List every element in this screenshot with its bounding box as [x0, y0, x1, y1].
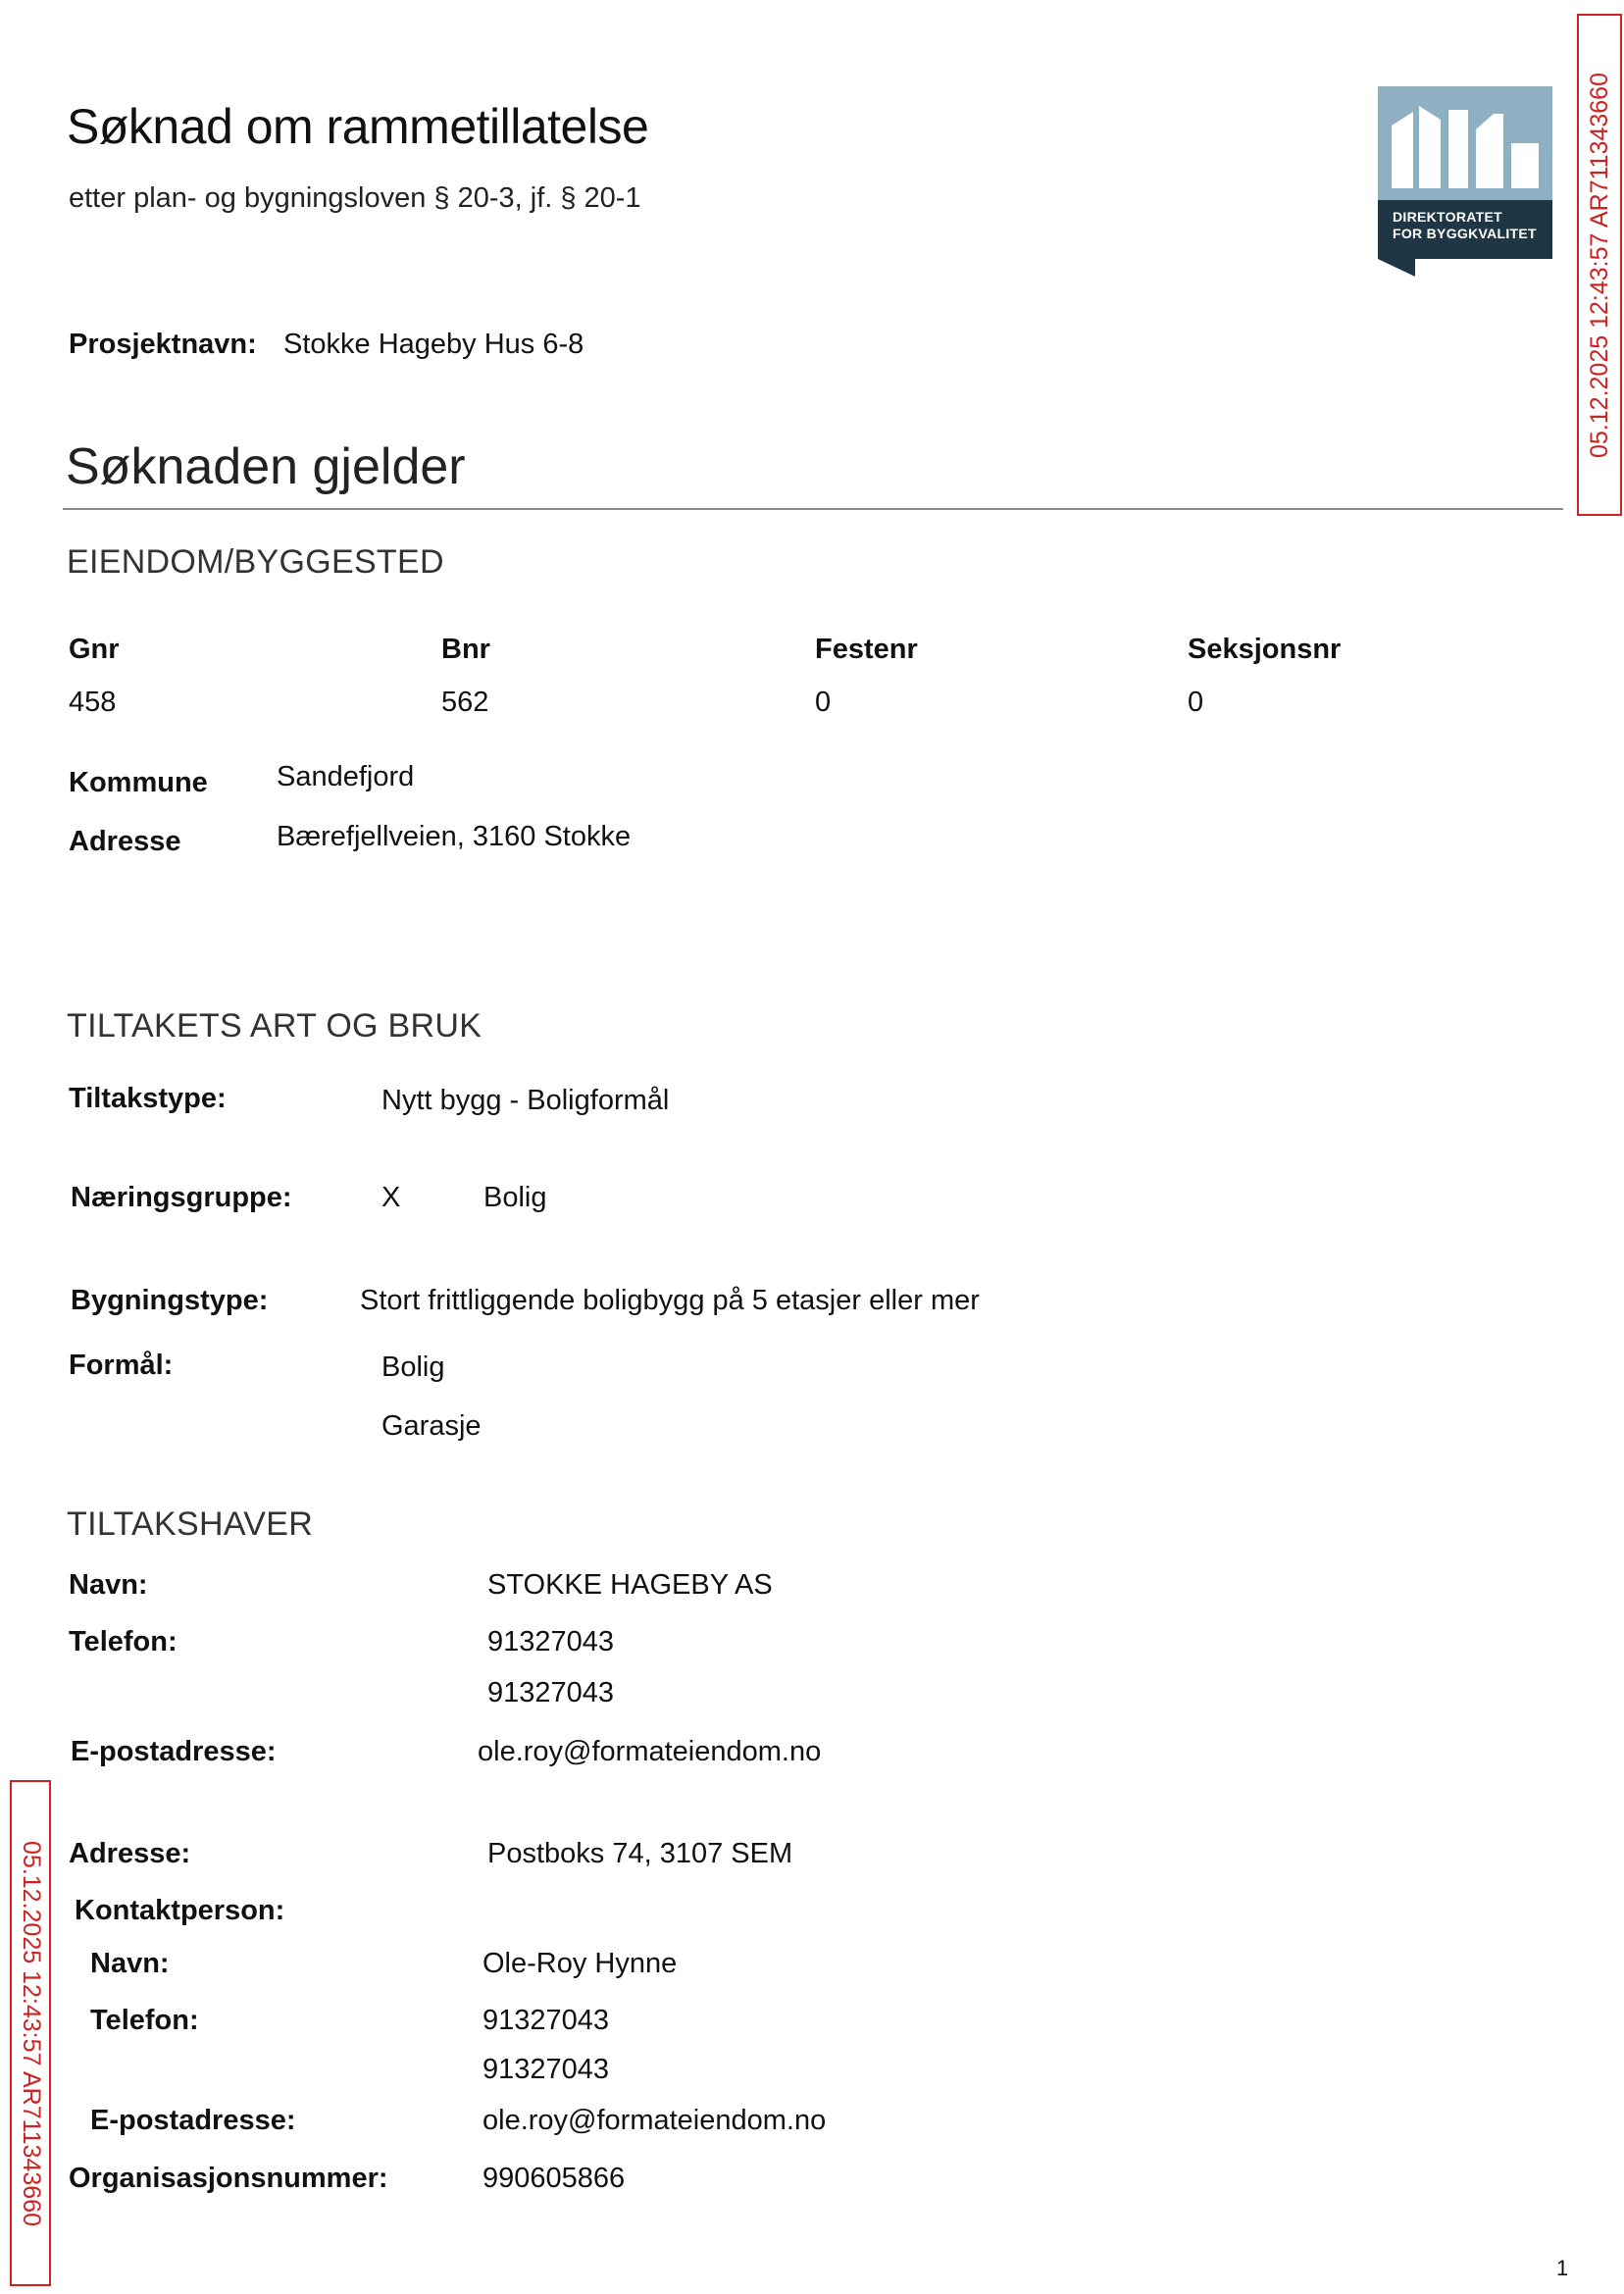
orgnr-value: 990605866 — [482, 2163, 626, 2194]
contact-telefon-value-1: 91327043 — [482, 2005, 610, 2036]
contact-epost-value: ole.roy@formateiendom.no — [482, 2105, 827, 2136]
naeringsgruppe-label: Næringsgruppe: — [71, 1182, 292, 1213]
page-title: Søknad om rammetillatelse — [67, 99, 649, 154]
section-title: Søknaden gjelder — [66, 438, 466, 495]
measure-heading: TILTAKETS ART OG BRUK — [67, 1007, 482, 1045]
owner-heading: TILTAKSHAVER — [67, 1505, 314, 1543]
owner-telefon-value-2: 91327043 — [487, 1677, 615, 1708]
owner-epost-label: E-postadresse: — [71, 1736, 277, 1767]
naeringsgruppe-code: X — [381, 1182, 401, 1213]
adresse-value: Bærefjellveien, 3160 Stokke — [277, 821, 632, 852]
project-name-value: Stokke Hageby Hus 6-8 — [283, 329, 584, 360]
contact-navn-value: Ole-Roy Hynne — [482, 1948, 678, 1979]
kommune-label: Kommune — [69, 767, 208, 798]
page-subtitle: etter plan- og bygningsloven § 20-3, jf. § 20-1 — [69, 182, 641, 214]
bnr-value: 562 — [441, 687, 489, 718]
stamp-text: 05.12.2025 12:43:57 AR711343660 — [1585, 72, 1613, 458]
property-heading: EIENDOM/BYGGESTED — [67, 543, 444, 581]
contact-telefon-value-2: 91327043 — [482, 2054, 610, 2085]
bygningstype-value: Stort frittliggende boligbygg på 5 etasjer eller mer — [360, 1285, 980, 1316]
gnr-value: 458 — [69, 687, 117, 718]
document-stamp-bottom — [10, 1780, 51, 2286]
owner-navn-label: Navn: — [69, 1569, 148, 1601]
owner-telefon-label: Telefon: — [69, 1626, 178, 1657]
logo-text-line2: FOR BYGGKVALITET — [1393, 226, 1537, 241]
contact-telefon-label: Telefon: — [90, 2005, 199, 2036]
owner-adresse-value: Postboks 74, 3107 SEM — [487, 1838, 793, 1869]
owner-epost-value: ole.roy@formateiendom.no — [478, 1736, 822, 1767]
logo-text — [1393, 209, 1537, 242]
orgnr-label: Organisasjonsnummer: — [69, 2163, 388, 2194]
owner-navn-value: STOKKE HAGEBY AS — [487, 1569, 773, 1601]
bygningstype-label: Bygningstype: — [71, 1285, 269, 1316]
naeringsgruppe-value: Bolig — [483, 1182, 547, 1213]
owner-telefon-value-1: 91327043 — [487, 1626, 615, 1657]
kommune-value: Sandefjord — [277, 761, 415, 792]
logo-text-line1: DIREKTORATET — [1393, 209, 1502, 225]
festenr-label: Festenr — [815, 634, 918, 665]
adresse-label: Adresse — [69, 826, 181, 857]
formal-value-2: Garasje — [381, 1410, 482, 1442]
contact-person-label: Kontaktperson: — [75, 1895, 285, 1926]
document-stamp-top — [1577, 14, 1622, 516]
stamp-text: 05.12.2025 12:43:57 AR711343660 — [17, 1840, 45, 2226]
contact-navn-label: Navn: — [90, 1948, 170, 1979]
gnr-label: Gnr — [69, 634, 120, 665]
festenr-value: 0 — [815, 687, 832, 718]
seksjonsnr-value: 0 — [1188, 687, 1204, 718]
page-number: 1 — [1556, 2256, 1569, 2280]
contact-epost-label: E-postadresse: — [90, 2105, 296, 2136]
formal-label: Formål: — [69, 1350, 174, 1381]
project-name-label: Prosjektnavn: — [69, 329, 257, 360]
tiltakstype-value: Nytt bygg - Boligformål — [381, 1085, 670, 1116]
dibk-logo — [1378, 86, 1552, 277]
tiltakstype-label: Tiltakstype: — [69, 1083, 227, 1114]
formal-value-1: Bolig — [381, 1351, 445, 1383]
owner-adresse-label: Adresse: — [69, 1838, 191, 1869]
seksjonsnr-label: Seksjonsnr — [1188, 634, 1342, 665]
bnr-label: Bnr — [441, 634, 490, 665]
section-divider — [63, 508, 1563, 510]
